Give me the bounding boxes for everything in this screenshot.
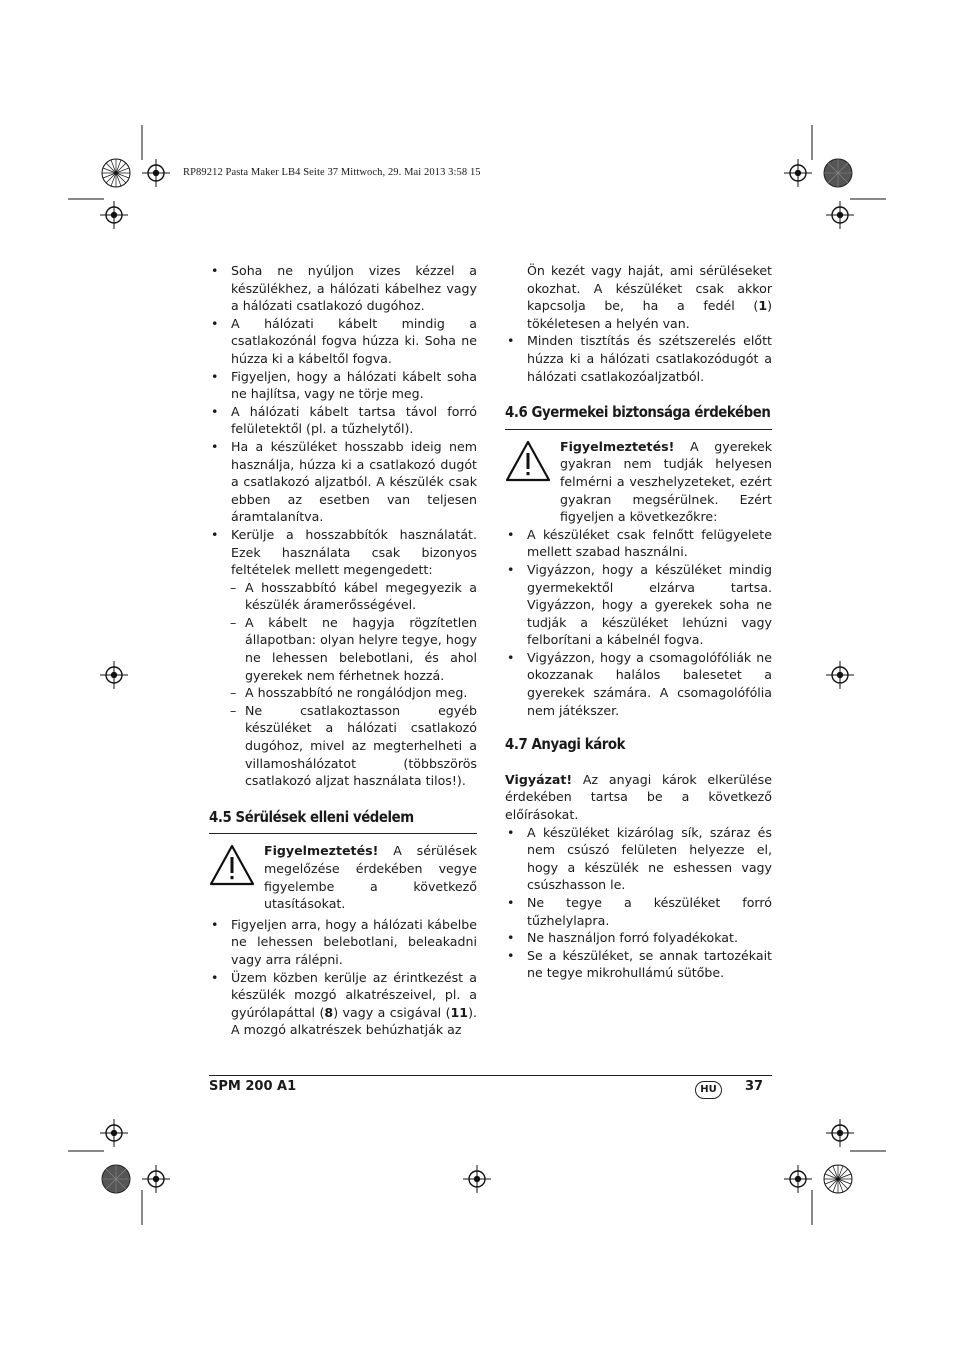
part-ref: 11 — [450, 1004, 469, 1020]
caution-label: Vigyázat! — [505, 771, 573, 787]
sub-list-item: – Ne csatlakoztasson egyéb készüléket a hálózati csatlakozó dugóhoz, mivel az megterhelheti a villamoshálózatot (többszörös csatlakozó aljzat használata tilos!). — [230, 702, 477, 789]
bullet-icon: • — [507, 947, 515, 963]
list-item: • A készüléket csak felnőtt felügyelete mellett szabad használni. — [507, 526, 772, 560]
footer-model: SPM 200 A1 — [209, 1079, 297, 1094]
bullet-icon: • — [211, 438, 219, 454]
list-item: • Figyeljen, hogy a hálózati kábelt soha ne hajlítsa, vagy ne törje meg. — [211, 368, 477, 402]
right-column — [505, 262, 772, 982]
list-item: • A hálózati kábelt mindig a csatlakozónál fogva húzza ki. Soha ne húzza ki a kábeltől fogva. — [211, 315, 477, 366]
warning-block: Figyelmeztetés! A gyerekek gyakran nem tudják helyesen felmérni a veszhelyzeteket, ezért gyakran megsérülnek. Ezért figyeljen a következőkre: — [505, 438, 772, 526]
list-item: • Vigyázzon, hogy a készüléket mindig gyermekektől elzárva tartsa. Vigyázzon, hogy a gyerekek soha ne tudják a készüléket lehúzni vagy felborítani a kábelnél fogva. — [507, 561, 772, 648]
bullet-icon: • — [211, 916, 219, 932]
list-item: • Ha a készüléket hosszabb ideig nem használja, húzza ki a csatlakozó dugót a csatlakozó aljzatból. A készülék csak ebben az esetben van teljesen áramtalanítva. — [211, 438, 477, 525]
section-heading-4-5: 4.5 Sérülések elleni védelem — [209, 807, 414, 826]
dash-icon: – — [230, 685, 237, 701]
bullet-icon: • — [507, 333, 515, 349]
page-number: 37 — [745, 1079, 764, 1094]
bullet-icon: • — [211, 315, 219, 331]
warning-block: Figyelmeztetés! A sérülések megelőzése érdekében vegye figyelembe a következő utasításokat. — [209, 842, 477, 912]
list-item: • Vigyázzon, hogy a csomagolófóliák ne okozzanak halálos balesetet a gyerekek számára. A csomagolófólia nem játékszer. — [507, 649, 772, 718]
warning-label: Figyelmeztetés! — [264, 843, 379, 859]
section-divider — [209, 833, 477, 834]
sub-list-item: – A hosszabbító kábel megegyezik a készülék áramerősségével. — [230, 579, 477, 613]
section-heading-4-7: 4.7 Anyagi károk — [505, 735, 626, 754]
bullet-icon: • — [507, 824, 515, 840]
list-item: • Minden tisztítás és szétszerelés előtt húzza ki a hálózati csatlakozódugót a hálózati csatlakozóaljzatból. — [507, 333, 772, 384]
part-ref: 1 — [758, 298, 768, 314]
footer-divider — [209, 1075, 772, 1076]
part-ref: 8 — [324, 1004, 334, 1020]
continued-paragraph: Ön kezét vagy haját, ami sérüléseket okozhat. A készüléket csak akkor kapcsolja be, ha a fedél (1) tökéletesen a helyén van. — [527, 263, 772, 331]
section-heading-4-6: 4.6 Gyermekei biztonsága érdekében — [505, 403, 771, 422]
bullet-icon: • — [507, 649, 515, 665]
warning-triangle-icon — [505, 440, 551, 482]
bullet-icon: • — [211, 368, 219, 384]
list-item: • Üzem közben kerülje az érintkezést a készülék mozgó alkatrészeivel, pl. a gyúrólapáttal (8) vagy a csigával (11). A mozgó alkatrészek behúzhatják az — [211, 969, 477, 1038]
language-badge: HU — [695, 1081, 722, 1099]
list-item: • Kerülje a hosszabbítók használatát. Ezek használata csak bizonyos feltételek mellett megengedett: — [211, 526, 477, 578]
warning-label: Figyelmeztetés! — [560, 438, 675, 454]
caution-paragraph: Vigyázat! Az anyagi károk elkerülése érdekében tartsa be a következő előírásokat. — [505, 771, 772, 823]
list-item: • A hálózati kábelt tartsa távol forró felületektől (pl. a tűzhelytől). — [211, 403, 477, 437]
sub-list-item: – A hosszabbító ne rongálódjon meg. — [230, 685, 468, 701]
bullet-icon: • — [507, 930, 515, 946]
list-item: • Ne használjon forró folyadékokat. — [507, 930, 738, 946]
sub-list-item: – A kábelt ne hagyja rögzítetlen állapotban: olyan helyre tegye, hogy ne lehessen belebotlani, és ahol gyerekek nem férhetnek hozzá. — [230, 614, 477, 683]
dash-icon: – — [230, 614, 237, 630]
bullet-icon: • — [507, 895, 515, 910]
list-item: • A készüléket kizárólag sík, száraz és nem csúszó felületen helyezze el, hogy a készülék ne eshessen vagy csúszhasson le. — [507, 824, 772, 893]
bullet-icon: • — [211, 263, 219, 278]
print-header: RP89212 Pasta Maker LB4 Seite 37 Mittwoch, 29. Mai 2013 3:58 15 — [183, 167, 481, 178]
list-item: • Se a készüléket, se annak tartozékait ne tegye mikrohullámú sütőbe. — [507, 947, 772, 981]
bullet-icon: • — [211, 403, 219, 419]
left-column — [209, 262, 477, 1039]
list-item: • Soha ne nyúljon vizes kézzel a készülékhez, a hálózati kábelhez vagy a hálózati csatlakozó dugóhoz. — [211, 263, 477, 314]
dash-icon: – — [230, 702, 237, 718]
dash-icon: – — [230, 579, 237, 595]
bullet-icon: • — [507, 561, 515, 577]
bullet-icon: • — [507, 526, 515, 542]
section-divider — [505, 429, 772, 430]
list-item: • Figyeljen arra, hogy a hálózati kábelbe ne lehessen belebotlani, beleakadni vagy arra rálépni. — [211, 916, 477, 967]
bullet-icon: • — [211, 526, 219, 542]
list-item: • Ne tegye a készüléket forró tűzhelylapra. — [507, 895, 772, 928]
warning-triangle-icon — [209, 844, 255, 886]
bullet-icon: • — [211, 969, 219, 985]
